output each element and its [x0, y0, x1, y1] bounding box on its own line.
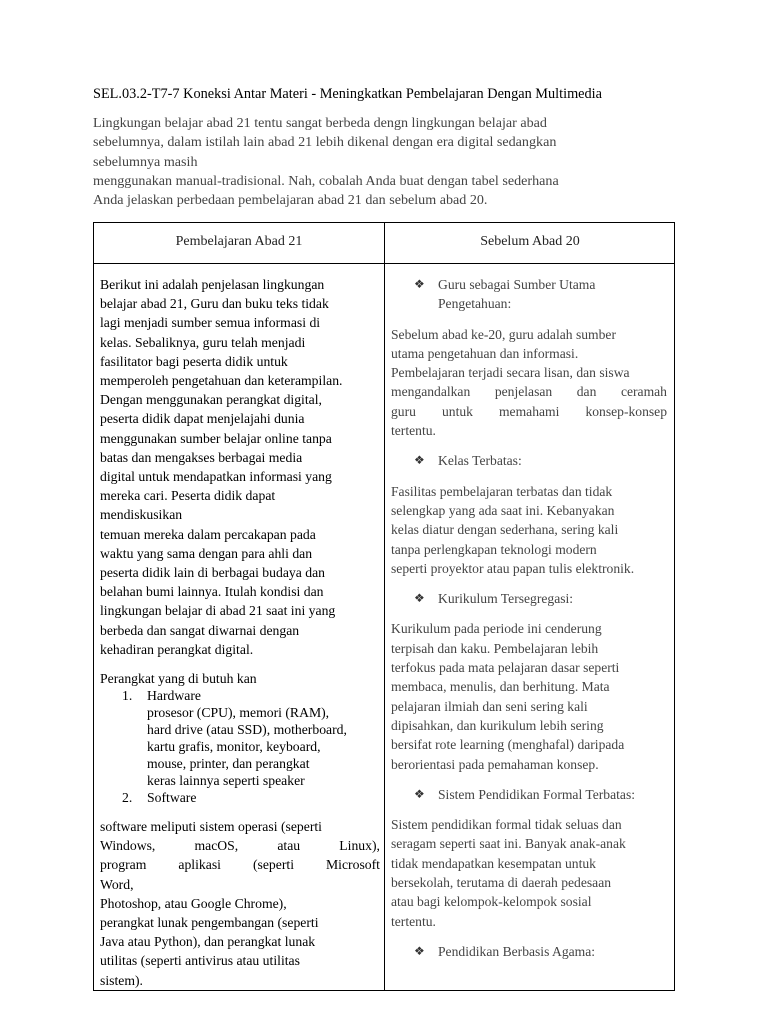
diamond-bullet-icon: ❖ — [414, 591, 425, 606]
paragraph-line: peserta didik lain di berbagai budaya dan — [100, 565, 326, 581]
bullet-heading — [391, 589, 667, 608]
diamond-bullet-icon: ❖ — [414, 453, 425, 468]
paragraph-line: Photoshop, atau Google Chrome), — [100, 895, 287, 911]
paragraph-line: dipisahkan, dan kurikulum lebih sering — [391, 717, 604, 733]
word: program — [100, 857, 147, 873]
paragraph-line: pelajaran ilmiah dan seni sering kali — [391, 698, 588, 714]
paragraph-line: memperoleh pengetahuan dan keterampilan. — [100, 373, 343, 389]
intro-line: Anda jelaskan perbedaan pembelajaran abad 21 dan sebelum abad 20. — [93, 192, 488, 209]
word: macOS, — [194, 838, 239, 854]
bullet-heading — [391, 942, 667, 961]
paragraph-line: kelas. Sebaliknya, guru telah menjadi — [100, 334, 306, 350]
bullet-heading-text: Sistem Pendidikan Formal Terbatas: — [438, 786, 636, 802]
paragraph-line: tertentu. — [391, 423, 436, 439]
document-title: SEL.03.2-T7-7 Koneksi Antar Materi - Meningkatkan Pembelajaran Dengan Multimedia — [93, 86, 602, 102]
paragraph-line: Fasilitas pembelajaran terbatas dan tidak — [391, 483, 613, 499]
spacer — [391, 471, 667, 482]
paragraph-line: seragam seperti saat ini. Banyak anak-anak — [391, 836, 626, 852]
paragraph-line: Dengan menggunakan perangkat digital, — [100, 392, 322, 408]
justified-line — [391, 402, 667, 421]
word: ceramah — [620, 384, 667, 400]
spacer — [391, 440, 667, 451]
paragraph-line: utama pengetahuan dan informasi. — [391, 345, 579, 361]
intro-paragraph — [93, 114, 653, 210]
justified-line — [100, 836, 380, 855]
paragraph-line: Berikut ini adalah penjelasan lingkungan — [100, 277, 325, 292]
justified-line — [391, 382, 667, 401]
paragraph-line: tanpa perlengkapan teknologi modern — [391, 541, 597, 557]
paragraph-line: tidak mendapatkan kesempatan untuk — [391, 855, 596, 871]
diamond-bullet-icon: ❖ — [414, 943, 425, 958]
paragraph-line: software meliputi sistem operasi (seperti — [100, 819, 322, 835]
right-column-content — [391, 275, 667, 961]
list-detail-line: mouse, printer, dan perangkat — [147, 756, 310, 772]
paragraph-line: sistem). — [100, 972, 143, 988]
paragraph-line: Word, — [100, 876, 134, 892]
paragraph-line: terpisah dan kaku. Pembelajaran lebih — [391, 640, 599, 656]
diamond-bullet-icon: ❖ — [414, 786, 425, 801]
list-number: 2. — [122, 790, 133, 806]
bullet-heading-text: Pendidikan Berbasis Agama: — [438, 943, 596, 959]
word: atau — [277, 838, 301, 854]
spacer — [391, 578, 667, 589]
paragraph-line: atau bagi kelompok-kelompok sosial — [391, 894, 592, 910]
paragraph-line: terfokus pada mata pelajaran dasar seperti — [391, 660, 620, 676]
paragraph-line: Kurikulum pada periode ini cenderung — [391, 621, 602, 637]
bullet-heading-text: Pengetahuan: — [438, 296, 512, 312]
list-title: Perangkat yang di butuh kan — [100, 671, 257, 687]
bullet-heading — [391, 294, 667, 313]
column-divider — [384, 223, 385, 990]
header-divider — [94, 263, 674, 264]
diamond-bullet-icon: ❖ — [414, 277, 425, 291]
list-item — [100, 789, 380, 806]
paragraph-line: selengkap yang ada saat ini. Kebanyakan — [391, 502, 615, 518]
paragraph-line: waktu yang sama dengan para ahli dan — [100, 545, 313, 561]
list-item — [100, 687, 380, 704]
word: Microsoft — [326, 857, 380, 873]
comparison-table — [93, 222, 675, 991]
spacer — [391, 774, 667, 785]
paragraph-line: berbeda dan sangat diwarnai dengan — [100, 622, 300, 638]
paragraph-line: tertentu. — [391, 913, 436, 929]
list-number: 1. — [122, 688, 133, 704]
header-abad-21: Pembelajaran Abad 21 — [175, 234, 303, 249]
word: dan — [576, 384, 597, 400]
header-sebelum-abad-20: Sebelum Abad 20 — [480, 234, 580, 249]
list-label: Software — [147, 790, 197, 806]
intro-line: sebelumnya, dalam istilah lain abad 21 lebih dikenal dengan era digital sedangkan — [93, 134, 557, 151]
paragraph-line: membaca, menulis, dan berhitung. Mata — [391, 679, 610, 695]
paragraph-line: Java atau Python), dan perangkat lunak — [100, 934, 316, 950]
word: (seperti — [252, 857, 294, 873]
spacer — [391, 608, 667, 619]
left-column-content — [100, 275, 380, 990]
paragraph-line: perangkat lunak pengembangan (seperti — [100, 915, 319, 931]
word: guru — [391, 403, 416, 419]
bullet-heading-text: Guru sebagai Sumber Utama — [438, 277, 596, 292]
paragraph-line: seperti proyektor atau papan tulis elektronik. — [391, 560, 635, 576]
word: mengandalkan — [391, 384, 471, 400]
list-detail-line: prosesor (CPU), memori (RAM), — [147, 705, 330, 721]
paragraph-line: lingkungan belajar di abad 21 saat ini yang — [100, 603, 336, 619]
spacer — [391, 314, 667, 325]
paragraph-line: bersifat rote learning (menghafal) daripada — [391, 737, 625, 753]
paragraph-line: mendiskusikan — [100, 507, 183, 523]
paragraph-line: lagi menjadi sumber semua informasi di — [100, 315, 321, 331]
list-detail-line: hard drive (atau SSD), motherboard, — [147, 722, 347, 738]
paragraph-line: kehadiran perangkat digital. — [100, 641, 254, 657]
spacer — [391, 931, 667, 942]
spacer — [100, 659, 380, 670]
paragraph-line: utilitas (seperti antivirus atau utilitas — [100, 953, 300, 969]
word: Linux), — [339, 838, 380, 854]
bullet-heading-text: Kelas Terbatas: — [438, 453, 522, 469]
spacer — [391, 804, 667, 815]
paragraph-line: peserta didik dapat menjelajahi dunia — [100, 411, 305, 427]
list-detail-line: keras lainnya seperti speaker — [147, 773, 305, 789]
spacer — [100, 806, 380, 817]
paragraph-line: menggunakan sumber belajar online tanpa — [100, 430, 332, 446]
bullet-heading — [391, 785, 667, 804]
word: konsep-konsep — [585, 403, 667, 419]
paragraph-line: belajar abad 21, Guru dan buku teks tidak — [100, 296, 329, 312]
intro-line: menggunakan manual-tradisional. Nah, cobalah Anda buat dengan tabel sederhana — [93, 172, 559, 189]
paragraph-line: fasilitator bagi peserta didik untuk — [100, 353, 288, 369]
paragraph-line: Sistem pendidikan formal tidak seluas dan — [391, 817, 622, 833]
bullet-heading — [391, 451, 667, 470]
intro-line: Lingkungan belajar abad 21 tentu sangat berbeda dengn lingkungan belajar abad — [93, 115, 547, 131]
word: Windows, — [100, 838, 156, 854]
justified-line — [100, 855, 380, 874]
paragraph-line: berorientasi pada pemahaman konsep. — [391, 756, 599, 772]
paragraph-line: digital untuk mendapatkan informasi yang — [100, 469, 332, 485]
paragraph-line: mereka cari. Peserta didik dapat — [100, 488, 276, 504]
word: aplikasi — [178, 857, 221, 873]
list-label: Hardware — [147, 688, 201, 704]
paragraph-line: bersekolah, terutama di daerah pedesaan — [391, 875, 612, 891]
bullet-heading — [391, 275, 667, 294]
word: untuk — [441, 403, 473, 419]
word: penjelasan — [494, 384, 553, 400]
bullet-heading-text: Kurikulum Tersegregasi: — [438, 591, 574, 607]
list-detail-line: kartu grafis, monitor, keyboard, — [147, 739, 321, 755]
paragraph-line: batas dan mengakses berbagai media — [100, 449, 303, 465]
word: memahami — [498, 403, 560, 419]
paragraph-line: Sebelum abad ke-20, guru adalah sumber — [391, 326, 616, 342]
paragraph-line: belahan bumi lainnya. Itulah kondisi dan — [100, 584, 324, 600]
intro-line: sebelumnya masih — [93, 153, 198, 170]
paragraph-line: Pembelajaran terjadi secara lisan, dan siswa — [391, 365, 630, 381]
paragraph-line: kelas diatur dengan sederhana, sering kali — [391, 522, 619, 538]
paragraph-line: temuan mereka dalam percakapan pada — [100, 526, 316, 542]
